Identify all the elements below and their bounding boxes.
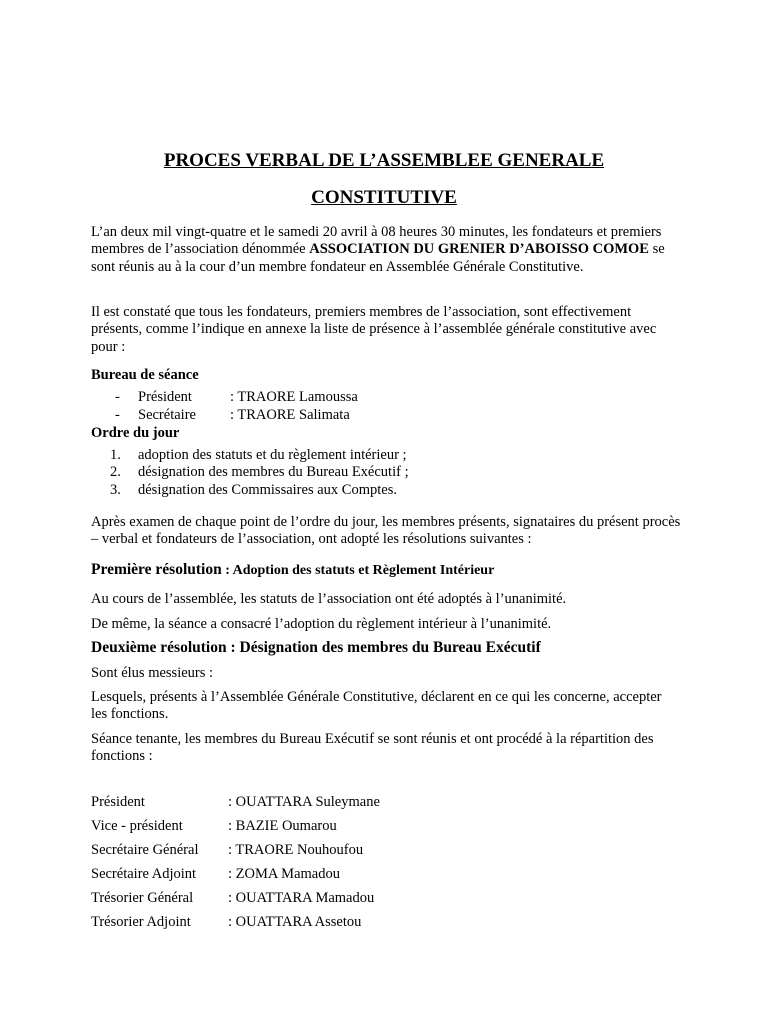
office-role: Vice - président: [91, 818, 183, 834]
ordre-item-text: adoption des statuts et du règlement intérieur ;: [138, 447, 407, 463]
office-holder: : OUATTARA Assetou: [228, 914, 362, 930]
bureau-value: : TRAORE Salimata: [230, 407, 350, 423]
apres-text: Après examen de chaque point de l’ordre du jour, les membres présents, signataires du présent procès – verbal et fondateurs de l’association, ont adopté les résolutions suivantes :: [91, 514, 681, 548]
office-holder: : TRAORE Nouhoufou: [228, 842, 364, 858]
resolution2-text1: Sont élus messieurs :: [91, 665, 214, 681]
bureau-value: : TRAORE Lamoussa: [230, 389, 358, 405]
list-dash: -: [115, 407, 120, 423]
office-role: Trésorier Général: [91, 890, 194, 906]
ordre-item-text: désignation des Commissaires aux Comptes.: [138, 482, 397, 498]
intro-paragraph: [91, 224, 681, 276]
list-number: 1.: [110, 447, 121, 463]
bureau-role: Secrétaire: [138, 407, 196, 423]
resolution2-paragraph3: [91, 731, 681, 766]
office-row: [0, 866, 768, 884]
resolution1-label: Première résolution: [91, 561, 222, 578]
presence-paragraph: [91, 304, 681, 356]
office-role: Secrétaire Général: [91, 842, 199, 858]
intro-text-part1: L’an deux mil vingt-quatre et le samedi 20 avril à 08 heures 30 minutes, les fondateurs et premiers membres de l’association dénommée: [91, 224, 662, 258]
presence-text: Il est constaté que tous les fondateurs, premiers membres de l’association, sont effectivement présents, comme l’indique en annexe la liste de présence à l’assemblée générale constitutive avec pour :: [91, 304, 657, 355]
list-number: 2.: [110, 464, 121, 480]
resolution1-heading: [91, 561, 494, 579]
office-role: Président: [91, 794, 145, 810]
office-row: [0, 794, 768, 812]
office-holder: : ZOMA Mamadou: [228, 866, 340, 882]
bureau-role: Président: [138, 389, 192, 405]
document-title-line2: CONSTITUTIVE: [311, 187, 457, 208]
office-row: [0, 914, 768, 932]
resolution1-paragraph1: [91, 591, 681, 608]
resolution2-text2: Lesquels, présents à l’Assemblée Générale Constitutive, déclarent en ce qui les concerne, accepter les fonctions.: [91, 689, 662, 723]
office-role: Trésorier Adjoint: [91, 914, 191, 930]
resolution1-subject: : Adoption des statuts et Règlement Intérieur: [221, 563, 495, 578]
resolution2-heading: Deuxième résolution : Désignation des membres du Bureau Exécutif: [91, 639, 541, 656]
office-holder: : BAZIE Oumarou: [228, 818, 337, 834]
office-holder: : OUATTARA Suleymane: [228, 794, 380, 810]
list-dash: -: [115, 389, 120, 405]
bureau-heading: Bureau de séance: [91, 367, 199, 383]
office-row: [0, 890, 768, 908]
resolution1-text1: Au cours de l’assemblée, les statuts de l’association ont été adoptés à l’unanimité.: [91, 591, 567, 607]
ordre-heading: Ordre du jour: [91, 425, 180, 441]
association-name: ASSOCIATION DU GRENIER D’ABOISSO COMOE: [309, 241, 649, 258]
resolution1-text2: De même, la séance a consacré l’adoption du règlement intérieur à l’unanimité.: [91, 616, 552, 632]
document-title-line1: PROCES VERBAL DE L’ASSEMBLEE GENERALE: [163, 150, 605, 171]
list-number: 3.: [110, 482, 121, 498]
intro-text-part2: se sont réunis au à la cour d’un membre fondateur en Assemblée Générale Constitutive.: [91, 241, 665, 275]
resolution1-paragraph2: [91, 616, 681, 633]
resolution2-paragraph2: [91, 689, 681, 724]
resolution2-text3: Séance tenante, les membres du Bureau Exécutif se sont réunis et ont procédé à la répartition des fonctions :: [91, 731, 654, 765]
ordre-item-text: désignation des membres du Bureau Exécutif ;: [138, 464, 409, 480]
resolution2-paragraph1: [91, 665, 681, 682]
office-holder: : OUATTARA Mamadou: [228, 890, 375, 906]
apres-paragraph: [91, 514, 681, 549]
office-role: Secrétaire Adjoint: [91, 866, 197, 882]
office-row: [0, 818, 768, 836]
office-row: [0, 842, 768, 860]
